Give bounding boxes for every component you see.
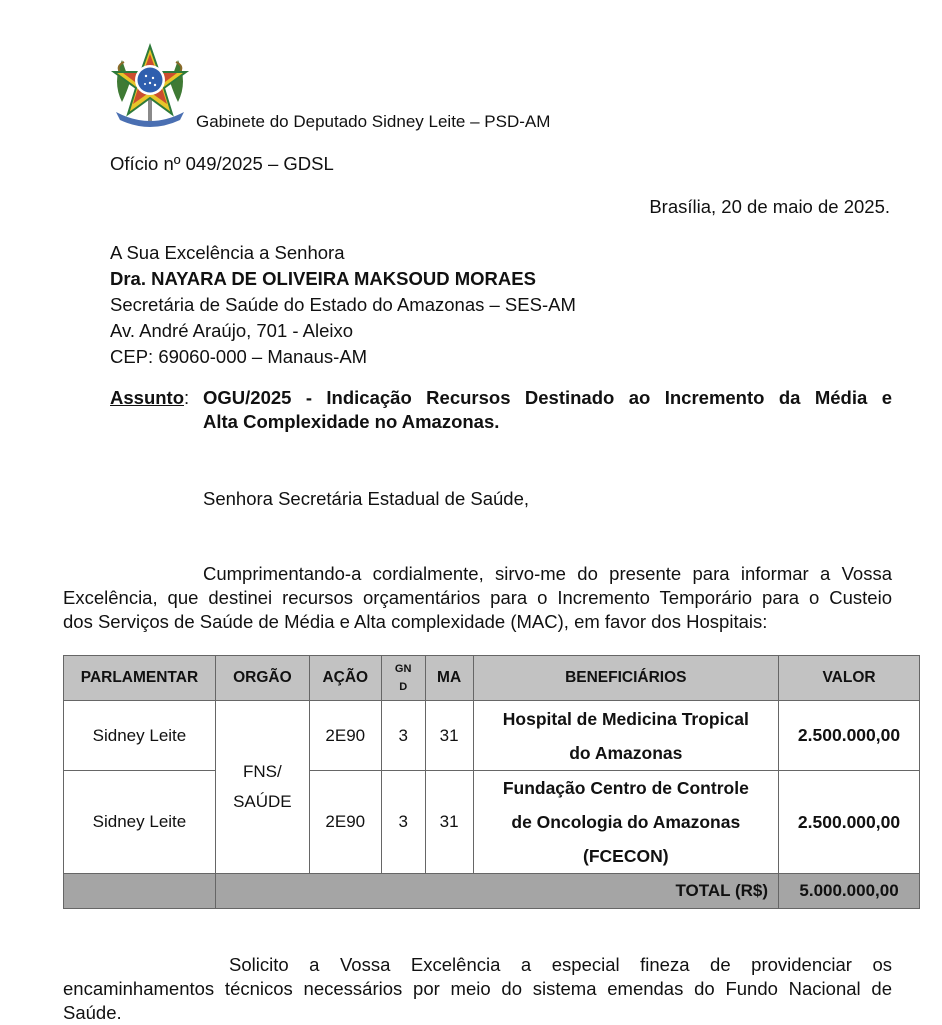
subject-label: Assunto <box>110 387 184 408</box>
recipient-name: Dra. NAYARA DE OLIVEIRA MAKSOUD MORAES <box>110 268 536 289</box>
recipient-salutation: A Sua Excelência a Senhora <box>110 242 345 263</box>
recipient-block <box>110 240 576 370</box>
header-beneficiarios: BENEFICIÁRIOS <box>473 656 778 701</box>
header-valor: VALOR <box>779 656 920 701</box>
table-row: Sidney Leite 2E90 3 31 Fundação Centro de Controle de Oncologia do Amazonas (FCECON) 2.500.000,00 <box>64 771 920 874</box>
table-header-row <box>64 656 920 701</box>
orgao-cell: FNS/ SAÚDE <box>215 701 309 874</box>
office-heading: Gabinete do Deputado Sidney Leite – PSD-AM <box>196 112 551 131</box>
header-gnd: GN D <box>381 656 425 701</box>
subject-line-2: Alta Complexidade no Amazonas. <box>203 411 500 432</box>
brazil-coat-of-arms-icon <box>110 42 190 130</box>
recipient-address: Av. André Araújo, 701 - Aleixo <box>110 320 354 341</box>
header-acao: AÇÃO <box>309 656 381 701</box>
table-row: Sidney Leite FNS/ SAÚDE 2E90 3 31 Hospital de Medicina Tropical do Amazonas 2.500.000,00 <box>64 701 920 771</box>
header-orgao: ORGÃO <box>215 656 309 701</box>
document-reference: Ofício nº 049/2025 – GDSL <box>110 153 334 174</box>
subject-line-1: OGU/2025 - Indicação Recursos Destinado ao Incremento da Média e <box>203 387 892 408</box>
header-ma: MA <box>425 656 473 701</box>
total-value: 5.000.000,00 <box>779 874 920 909</box>
recipient-title: Secretária de Saúde do Estado do Amazonas – SES-AM <box>110 294 576 315</box>
beneficiary-cell: Hospital de Medicina Tropical do Amazonas <box>473 701 778 771</box>
allocation-table <box>63 655 920 909</box>
date-line: Brasília, 20 de maio de 2025. <box>649 196 890 217</box>
header-parlamentar: PARLAMENTAR <box>64 656 216 701</box>
recipient-cep: CEP: 69060-000 – Manaus-AM <box>110 346 368 367</box>
total-label: TOTAL (R$) <box>215 874 778 909</box>
paragraph-intro: Cumprimentando-a cordialmente, sirvo-me do presente para informar a Vossa Excelência, que destinei recursos orçamentários para o Incremento Temporário para o Custeio dos Serviços de Saúde de Média e Alta complexidade (MAC), em favor dos Hospitais: <box>63 563 892 632</box>
greeting: Senhora Secretária Estadual de Saúde, <box>203 488 530 509</box>
subject-block: Assunto: OGU/2025 - Indicação Recursos Destinado ao Incremento da Média e Alta Complexidade no Amazonas. <box>110 387 892 432</box>
paragraph-request: Solicito a Vossa Excelência a especial fineza de providenciar os encaminhamentos técnicos necessários por meio do sistema emendas do Fundo Nacional de Saúde. <box>63 954 892 1023</box>
table-total-row <box>64 874 920 909</box>
beneficiary-cell: Fundação Centro de Controle de Oncologia do Amazonas (FCECON) <box>473 771 778 874</box>
